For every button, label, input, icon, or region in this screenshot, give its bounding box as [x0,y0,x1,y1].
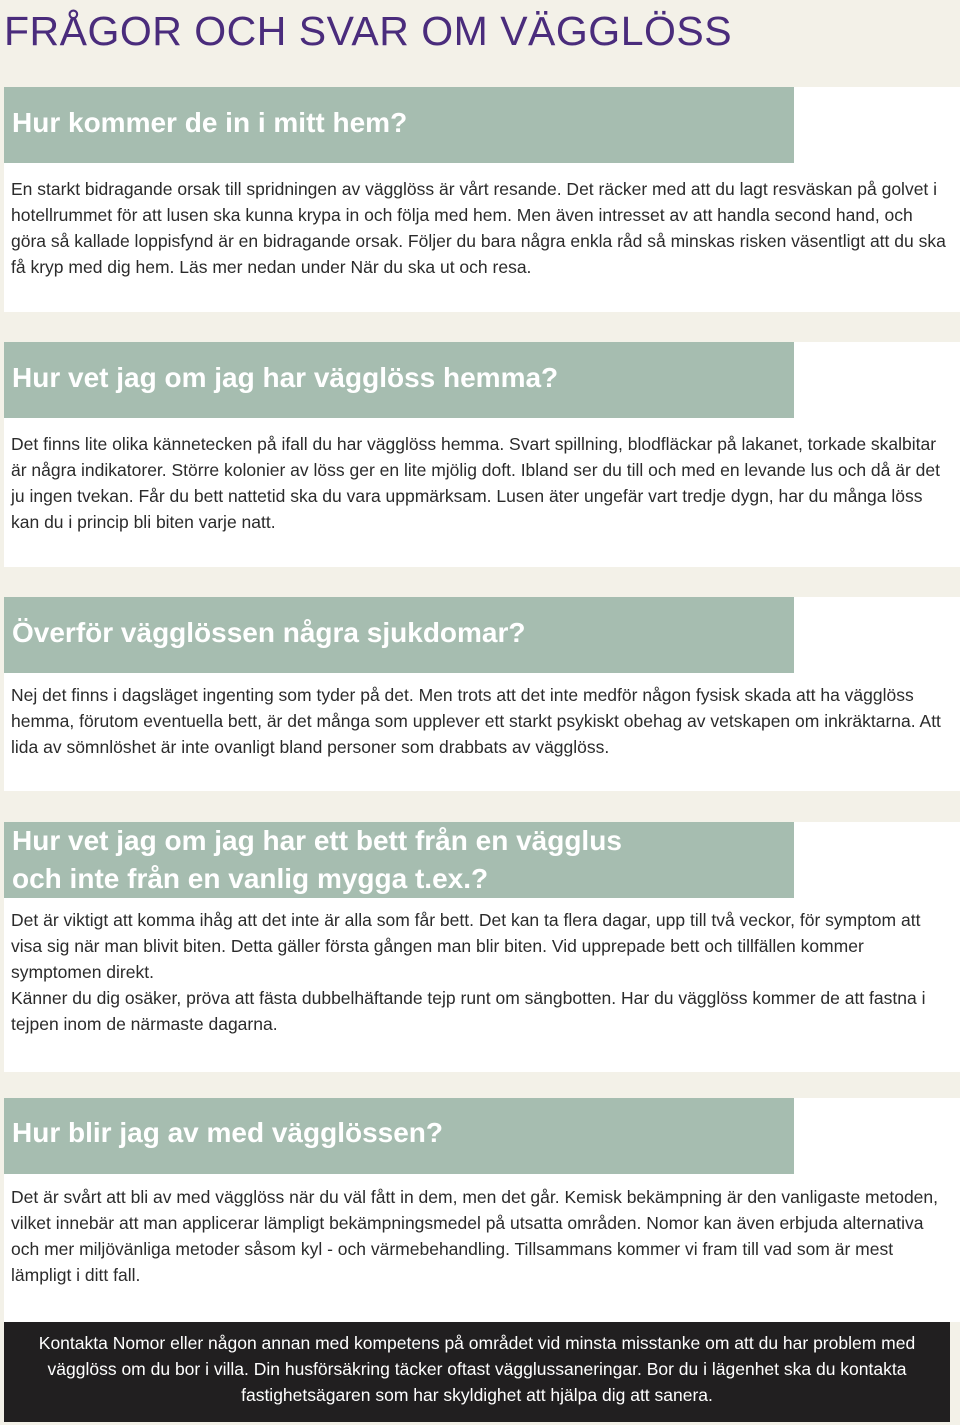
section-paragraph: Det är svårt att bli av med vägglöss när du väl fått in dem, men det går. Kemisk bekämpning är den vanligaste metoden, vilket innebär att man applicerar lämpligt bekämpningsmedel på utsatta områden. Nomor kan även erbjuda alternativa och mer miljövänliga metoder såsom kyl - och värmebehandling. Tillsammans kommer vi fram till vad som är mest lämpligt i ditt fall. [11,1187,939,1285]
faq-section-treatment [4,1098,960,1322]
faq-section-travel [4,87,960,312]
section-body [11,907,950,1037]
section-body [11,431,950,535]
section-heading-line: Hur vet jag om jag har vägglöss hemma? [12,362,559,393]
section-body [11,176,950,280]
section-body [11,1184,950,1288]
section-heading [4,87,794,163]
section-heading [4,597,794,673]
faq-section-detection [4,342,960,567]
faq-section-diseases [4,597,960,791]
section-paragraph: Det finns lite olika kännetecken på ifall du har vägglöss hemma. Svart spillning, blodfläckar på lakanet, torkade skalbitar är några indikatorer. Större kolonier av löss ger en lite mjölig doft. Ibland ser du till och med en levande lus och då är det ju ingen tvekan. Får du bett nattetid ska du vara uppmärksam. Lusen äter ungefär vart tredje dygn, har du många löss kan du i princip bli biten varje natt. [11,434,940,532]
section-heading [4,342,794,418]
section-paragraph: Känner du dig osäker, pröva att fästa dubbelhäftande tejp runt om sängbotten. Har du vägglöss kommer de att fastna i tejpen inom de närmaste dagarna. [11,988,926,1034]
section-heading [4,822,794,898]
section-heading-line: Hur kommer de in i mitt hem? [12,107,408,138]
faq-section-bites [4,822,960,1072]
section-heading-line: Överför vägglössen några sjukdomar? [12,617,526,648]
section-heading-line: Hur vet jag om jag har ett bett från en vägglus [12,825,622,856]
section-paragraph: Det är viktigt att komma ihåg att det inte är alla som får bett. Det kan ta flera dagar, upp till två veckor, för symptom att visa sig när man blivit biten. Detta gäller första gången man blir biten. Vid upprepade bett och tillfällen kommer symptomen direkt. [11,910,921,982]
section-heading-line: och inte från en vanlig mygga t.ex.? [12,863,489,894]
section-body [11,682,950,760]
page-title: FRÅGOR OCH SVAR OM VÄGGLÖSS [4,8,733,54]
section-paragraph: Nej det finns i dagsläget ingenting som tyder på det. Men trots att det inte medför någon fysisk skada att ha vägglöss hemma, förutom eventuella bett, är det många som upplever ett starkt psykiskt obehag av vetskapen om inkräktarna. Att lida av sömnlöshet är inte ovanligt bland personer som drabbats av vägglöss. [11,685,941,757]
section-heading-line: Hur blir jag av med vägglössen? [12,1117,444,1148]
contact-text: Kontakta Nomor eller någon annan med kompetens på området vid minsta misstanke om att du har problem med vägglöss om du bor i villa. Din husförsäkring täcker oftast vägglussaneringar. Bor du i lägenhet ska du kontakta fastighetsägaren som har skyldighet att hjälpa dig att sanera. [38,1333,916,1405]
section-heading [4,1098,794,1174]
section-paragraph: En starkt bidragande orsak till spridningen av vägglöss är vårt resande. Det räcker med att du lagt resväskan på golvet i hotellrummet för att lusen ska kunna krypa in och följa med hem. Men även intresset av att handla second hand, och göra så kallade loppisfynd är en bidragande orsak. Följer du bara några enkla råd så minskas risken väsentligt att du ska få kryp med dig hem. Läs mer nedan under När du ska ut och resa. [11,179,946,277]
contact-box [4,1322,950,1422]
